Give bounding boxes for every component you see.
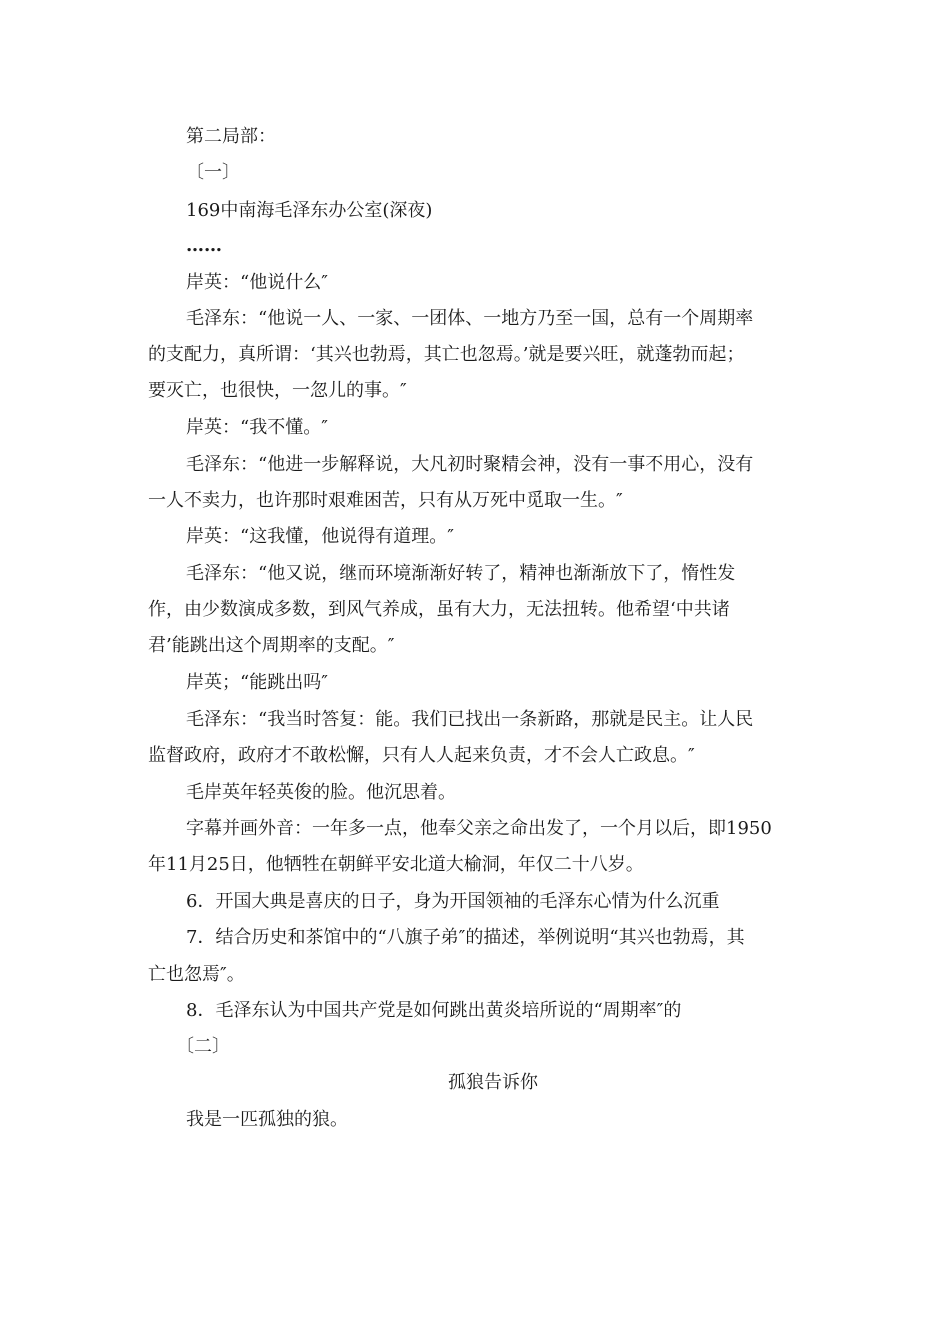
question-7-continued: 亡也忽焉″。	[148, 964, 245, 985]
dialogue-line: 毛泽东：“我当时答复：能。我们已找出一条新路，那就是民主。让人民	[186, 709, 754, 730]
dialogue-line: 一人不卖力，也许那时艰难困苦，只有从万死中觅取一生。″	[148, 490, 623, 511]
story-title: 孤狼告诉你	[448, 1072, 538, 1093]
dialogue-line: 要灭亡，也很快，一忽儿的事。″	[148, 380, 407, 401]
dialogue-line: 毛泽东：“他进一步解释说，大凡初时聚精会神，没有一事不用心，没有	[186, 454, 754, 475]
dialogue-line: 岸英；“能跳出吗″	[186, 672, 328, 693]
story-first-line: 我是一匹孤独的狼。	[186, 1109, 348, 1130]
question-6: 6．开国大典是喜庆的日子，身为开国领袖的毛泽东心情为什么沉重	[186, 891, 720, 912]
ellipsis: ……	[186, 235, 222, 256]
dialogue-line: 毛岸英年轻英俊的脸。他沉思着。	[186, 782, 456, 803]
dialogue-line: 岸英：“这我懂，他说得有道理。″	[186, 526, 454, 547]
dialogue-line: 君’能跳出这个周期率的支配。″	[148, 635, 395, 656]
dialogue-line: 毛泽东：“他说一人、一家、一团体、一地方乃至一国，总有一个周期率	[186, 308, 754, 329]
dialogue-line: 年11月25日，他牺牲在朝鲜平安北道大榆洞，年仅二十八岁。	[148, 854, 644, 875]
dialogue-line: 毛泽东：“他又说，继而环境渐渐好转了，精神也渐渐放下了，惰性发	[186, 563, 736, 584]
dialogue-line: 字幕并画外音：一年多一点，他奉父亲之命出发了，一个月以后，即1950	[186, 818, 772, 839]
question-8: 8．毛泽东认为中国共产党是如何跳出黄炎培所说的“周期率″的	[186, 1000, 682, 1021]
part2-marker: 〔二〕	[176, 1036, 230, 1057]
section-heading: 第二局部：	[186, 126, 276, 147]
dialogue-line: 的支配力，真所谓：‘其兴也勃焉，其亡也忽焉。’就是要兴旺，就蓬勃而起；	[148, 344, 745, 365]
question-7: 7．结合历史和茶馆中的“八旗子弟″的描述，举例说明“其兴也勃焉，其	[186, 927, 745, 948]
dialogue-line: 岸英：“他说什么″	[186, 272, 328, 293]
scene-title: 169中南海毛泽东办公室(深夜)	[186, 200, 433, 221]
dialogue-line: 监督政府，政府才不敢松懈，只有人人起来负责，才不会人亡政息。″	[148, 745, 695, 766]
part1-marker: 〔一〕	[186, 162, 240, 183]
dialogue-line: 岸英：“我不懂。″	[186, 417, 328, 438]
dialogue-line: 作，由少数演成多数，到风气养成，虽有大力，无法扭转。他希望‘中共诸	[148, 599, 730, 620]
